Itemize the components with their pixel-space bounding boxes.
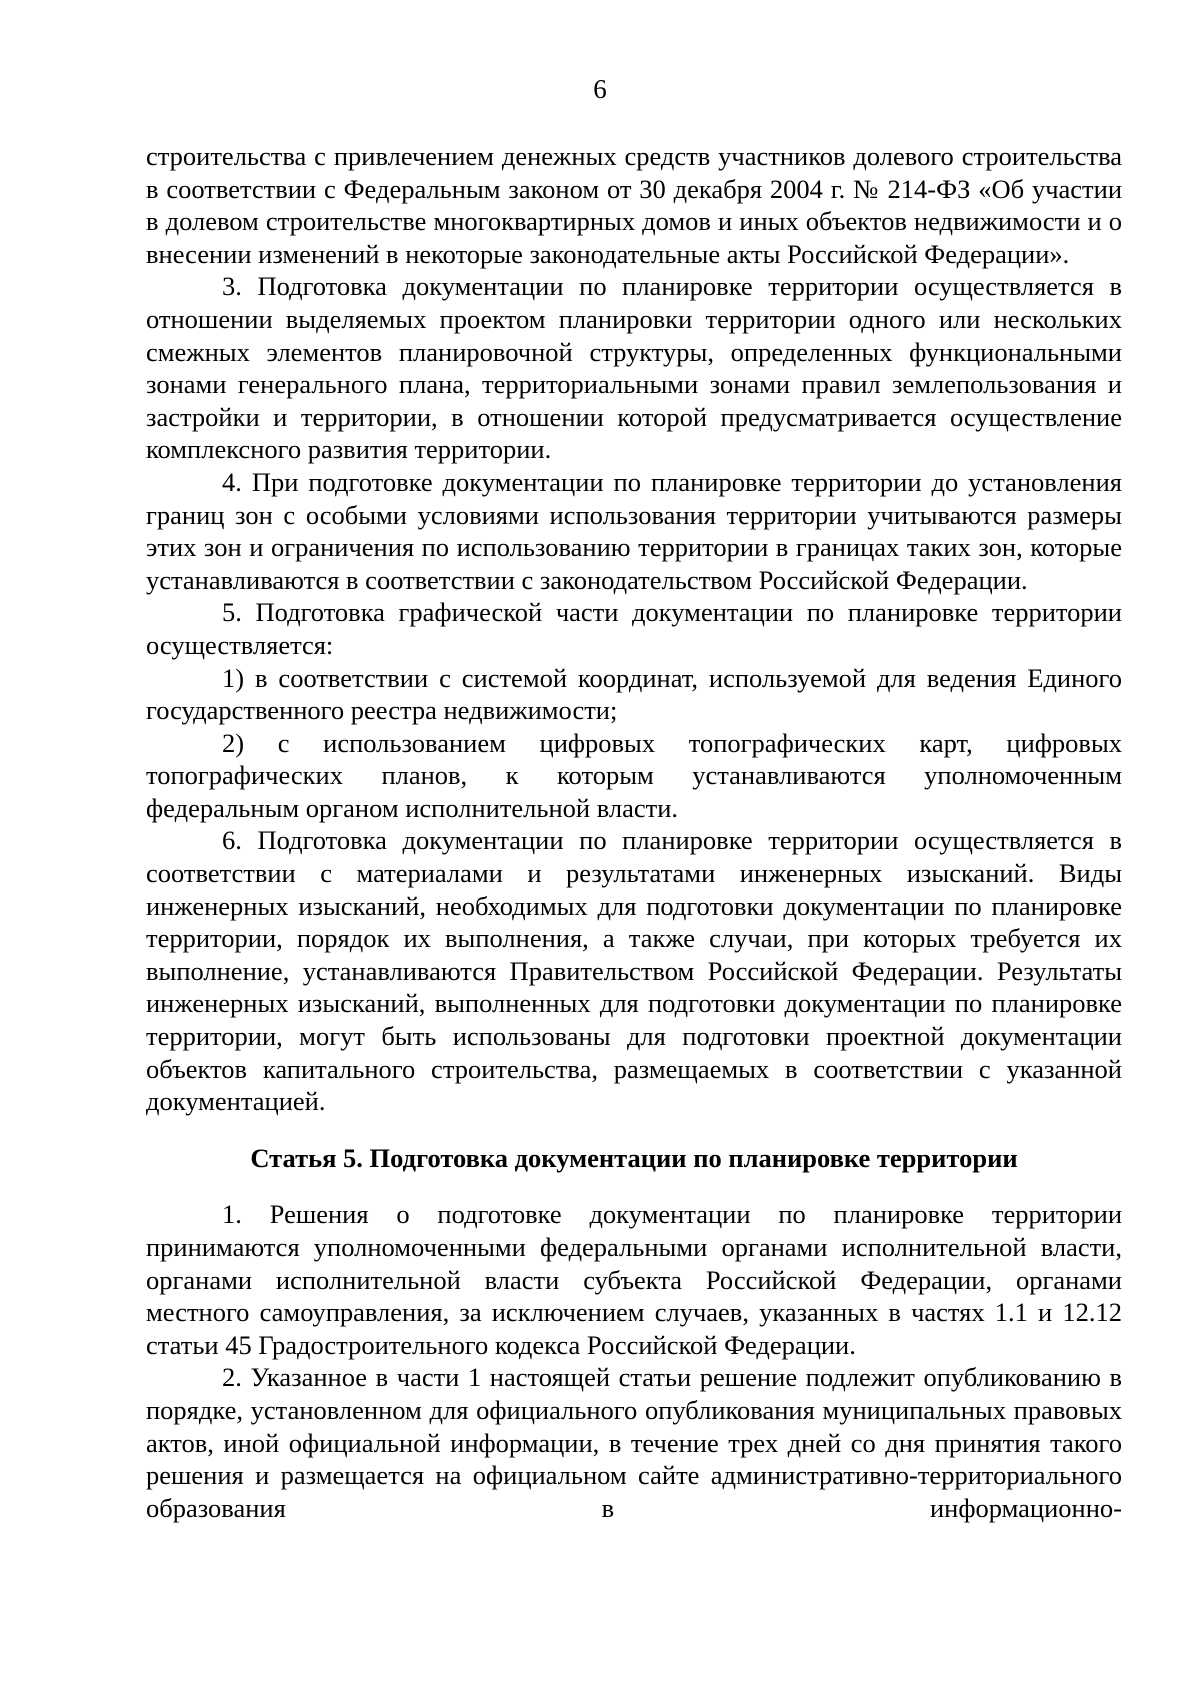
subitem-1: 1) в соответствии с системой координат, используемой для ведения Единого государственного реестра недвижимости; <box>146 662 1122 726</box>
article-paragraph-2: 2. Указанное в части 1 настоящей статьи решение подлежит опубликованию в порядке, установленном для официального опубликования муниципальных правовых актов, иной официальной информации, в течение трех дней со дня принятия такого решения и размещается на официальном сайте административно-территориального образования в информационно- <box>146 1362 1122 1523</box>
paragraph-item-4: 4. При подготовке документации по планировке территории до установления границ зон с особыми условиями использования территории учитываются размеры этих зон и ограничения по использованию территории в границах таких зон, которые устанавливаются в соответствии с законодательством Российской Федерации. <box>146 466 1122 595</box>
paragraph-continuation: строительства с привлечением денежных средств участников долевого строительства в соответствии с Федеральным законом от 30 декабря 2004 г. № 214-ФЗ «Об участии в долевом строительстве многоквартирных домов и иных объектов недвижимости и о внесении изменений в некоторые законодательные акты Российской Федерации». <box>146 141 1122 269</box>
paragraph-item-6: 6. Подготовка документации по планировке территории осуществляется в соответствии с материалами и результатами инженерных изысканий. Виды инженерных изысканий, необходимых для подготовки документации по планировке территории, порядок их выполнения, а также случаи, при которых требуется их выполнение, устанавливаются Правительством Российской Федерации. Результаты инженерных изысканий, выполненных для подготовки документации по планировке территории, могут быть использованы для подготовки проектной документации объектов капитального строительства, размещаемых в соответствии с указанной документацией. <box>146 825 1122 1117</box>
paragraph-item-3: 3. Подготовка документации по планировке территории осуществляется в отношении выделяемых проектом планировки территории одного или нескольких смежных элементов планировочной структуры, определенных функциональными зонами генерального плана, территориальными зонами правил землепользования и застройки и территории, в отношении которой предусматривается осуществление комплексного развития территории. <box>146 271 1122 465</box>
document-body <box>146 140 1122 1524</box>
subitem-2: 2) с использованием цифровых топографических карт, цифровых топографических планов, к которым устанавливаются уполномоченным федеральным органом исполнительной власти. <box>146 727 1122 823</box>
page-number: 6 <box>593 74 607 104</box>
article-paragraph-1: 1. Решения о подготовке документации по планировке территории принимаются уполномоченными федеральными органами исполнительной власти, органами исполнительной власти субъекта Российской Федерации, органами местного самоуправления, за исключением случаев, указанных в частях 1.1 и 12.12 статьи 45 Градостроительного кодекса Российской Федерации. <box>146 1199 1122 1360</box>
article-heading: Статья 5. Подготовка документации по планировке территории <box>250 1142 1018 1173</box>
paragraph-item-5: 5. Подготовка графической части документации по планировке территории осуществляется: <box>146 597 1122 660</box>
